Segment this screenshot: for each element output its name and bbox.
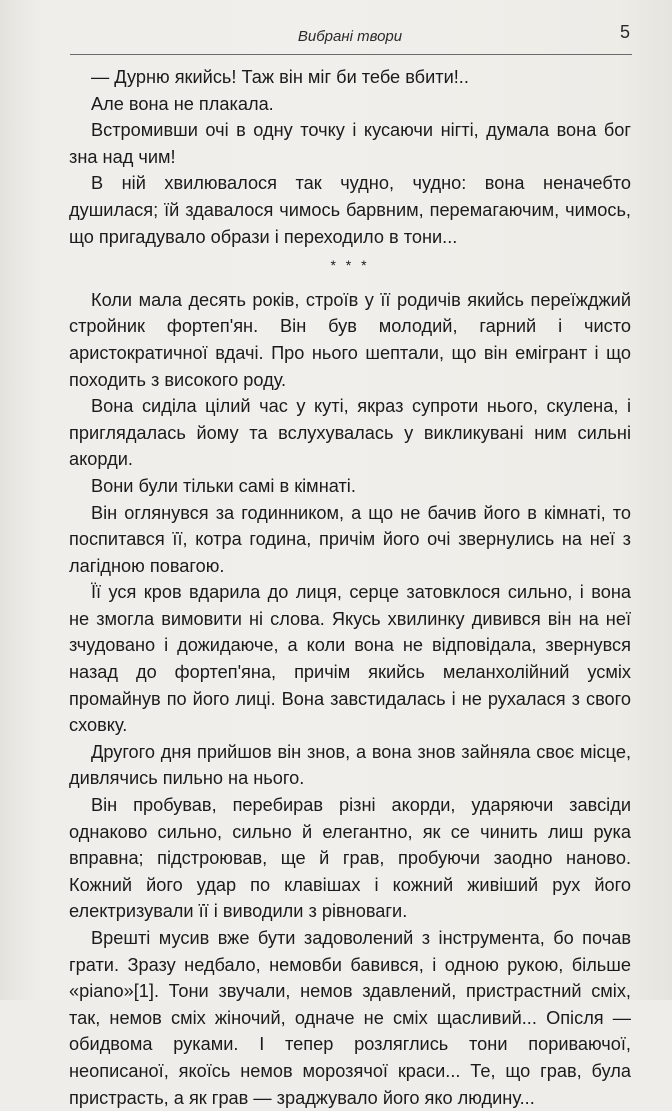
paragraph: Він пробував, перебирав різні акорди, ударяючи завсіди однаково сильно, сильно й елегантно, як се чинить лиш рука вправна; підстроював, ще й грав, пробуючи заодно наново. Кожний його удар по клавішах і кожний живіший рух його електризували її і виводили з рівноваги. [69, 795, 631, 922]
paragraph: Коли мала десять років, строїв у її родичів якийсь переїжджий стройник фортеп'ян. Він був молодий, гарний і чисто аристократичної вдачі. Про нього шептали, що він емігрант і що походить з високого роду. [69, 289, 631, 390]
page-number: 5 [619, 22, 630, 42]
paragraph: Але вона не плакала. [91, 93, 274, 114]
section-separator: * * * [330, 257, 370, 274]
paragraph: Врешті мусив вже бути задоволений з інструмента, бо почав грати. Зразу недбало, немовби бавився, і одною рукою, більше «piano»[1]. Тони звучали, немов здавлений, пристрастний сміх, так, немов сміх жіночий, одначе не сміх щасливий... Опісля — обидвома руками. І тепер розляглись тони пориваючої, неописаної, якоїсь немов морозячої краси... Те, що грав, була пристрасть, а як грав — зраджувало його яко людину... [69, 928, 631, 1108]
paragraph: — Дурню якийсь! Таж він міг би тебе вбити!.. [91, 67, 469, 87]
header-divider [70, 54, 632, 55]
paragraph: Другого дня прийшов він знов, а вона знов зайняла своє місце, дивлячись пильно на нього. [69, 741, 631, 789]
paragraph: Він оглянувся за годинником, а що не бачив його в кімнаті, то поспитався її, котра година, причім його очі звернулись на неї з лагідною повагою. [69, 502, 631, 576]
body-text [69, 64, 631, 1111]
paragraph: Вони були тільки самі в кімнаті. [91, 475, 356, 496]
paragraph: Вона сиділа цілий час у куті, якраз супроти нього, скулена, і приглядалась йому та вслухувалась у викликувані ним сильні акорди. [69, 396, 631, 470]
paragraph: Встромивши очі в одну точку і кусаючи нігті, думала вона бог зна над чим! [69, 120, 631, 167]
paragraph: Її уся кров вдарила до лиця, серце затовклося сильно, і вона не змогла вимовити ні слова. Якусь хвилинку дивився він на неї зчудовано і дожидаюче, а коли вона не відповідала, звернувся назад до фортеп'яна, причім якийсь меланхолійний усміх промайнув по його лиці. Вона завстидалась і не рухалася з свого сховку. [69, 582, 631, 736]
paragraph: В ній хвилювалося так чудно, чудно: вона неначебто душилася; їй здавалося чимось барвним, перемагаючим, чимось, що пригадувало образи і переходило в тони... [69, 173, 631, 247]
running-title: Вибрані твори [297, 28, 403, 45]
running-header [70, 22, 630, 48]
